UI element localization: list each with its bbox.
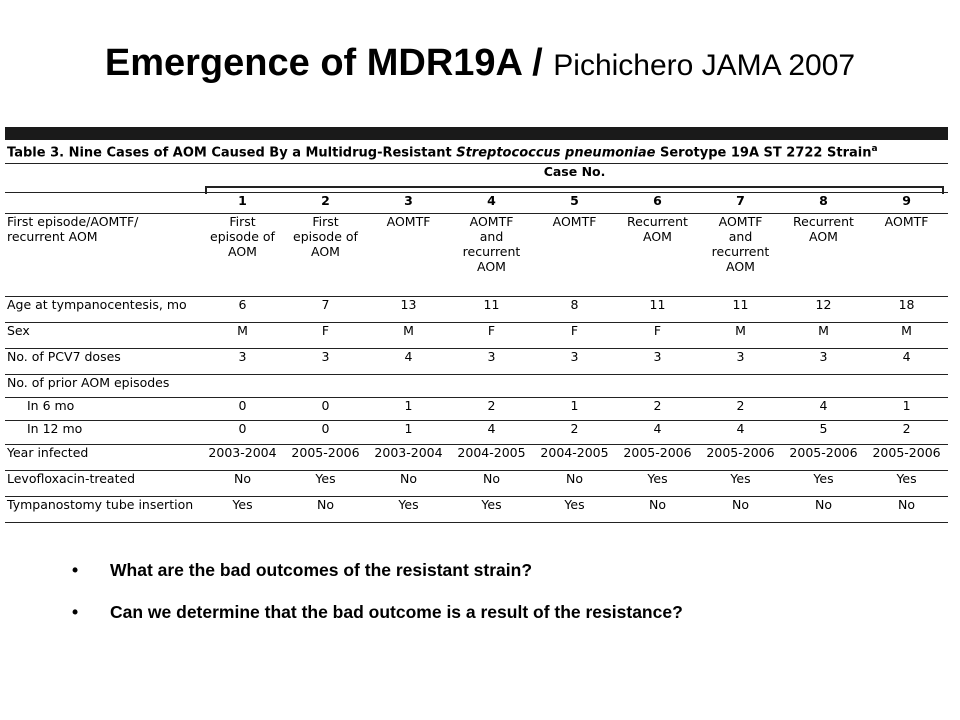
table-cell: No (201, 471, 284, 497)
cell-line: and (479, 229, 504, 245)
case-number: 1 (201, 193, 284, 214)
table-cell: 2005-2006 (865, 445, 948, 471)
row-label: Year infected (5, 445, 201, 471)
empty-cell (450, 375, 533, 398)
case-number: 6 (616, 193, 699, 214)
table-cell: F (450, 323, 533, 349)
row-label-line: recurrent AOM (7, 229, 98, 245)
table-cell: Yes (201, 497, 284, 523)
cell-line: recurrent (462, 244, 521, 260)
table-cell: 2003-2004 (201, 445, 284, 471)
question-text: What are the bad outcomes of the resistant strain? (110, 560, 533, 580)
caption-organism: Streptococcus pneumoniae (456, 145, 656, 161)
row-label: No. of prior AOM episodes (5, 375, 201, 398)
table-cell: 11 (616, 297, 699, 323)
table-row (5, 497, 948, 523)
table-cell (367, 214, 450, 297)
table-cell: 0 (201, 398, 284, 421)
table-cell: 2 (616, 398, 699, 421)
table-cell: 6 (201, 297, 284, 323)
empty-cell (865, 375, 948, 398)
table-cell: M (367, 323, 450, 349)
cell-line: Recurrent (627, 214, 688, 230)
table-figure (5, 127, 948, 523)
table-cell: 2005-2006 (699, 445, 782, 471)
table-cell: No (699, 497, 782, 523)
table-cell: No (450, 471, 533, 497)
table-cell (284, 214, 367, 297)
discussion-questions (72, 560, 872, 644)
table-cell: Yes (533, 497, 616, 523)
table-cell (782, 214, 865, 297)
table-cell: Yes (616, 471, 699, 497)
case-number: 8 (782, 193, 865, 214)
cell-line: AOM (477, 259, 506, 275)
table-cell: Yes (284, 471, 367, 497)
title-separator: / (521, 42, 554, 84)
table-cell (699, 214, 782, 297)
table-cell: No (533, 471, 616, 497)
table-row (5, 445, 948, 471)
row-label: In 12 mo (5, 421, 201, 445)
case-header-row (5, 164, 948, 186)
table-cell: 0 (284, 398, 367, 421)
table-cell: Yes (699, 471, 782, 497)
case-bracket-cell (201, 186, 948, 193)
case-number-row (5, 193, 948, 214)
table-cell: 2004-2005 (450, 445, 533, 471)
table-cell: 4 (450, 421, 533, 445)
table-cell: 3 (533, 349, 616, 375)
case-number: 9 (865, 193, 948, 214)
title-main: Emergence of MDR19A (104, 42, 522, 84)
table-cell: No (782, 497, 865, 523)
table-cell: 2 (865, 421, 948, 445)
case-bracket (205, 186, 944, 194)
table-cell: 2003-2004 (367, 445, 450, 471)
table-cell: Yes (367, 497, 450, 523)
table-cell: 2005-2006 (284, 445, 367, 471)
table-cell (616, 214, 699, 297)
table-cell: 3 (201, 349, 284, 375)
empty-cell (782, 375, 865, 398)
table-cell: 4 (367, 349, 450, 375)
table-cell: 8 (533, 297, 616, 323)
table-cell: 3 (782, 349, 865, 375)
case-number: 7 (699, 193, 782, 214)
question-item (72, 602, 872, 622)
question-item (72, 560, 872, 580)
table-cell: 4 (782, 398, 865, 421)
table-cell (865, 214, 948, 297)
case-number: 2 (284, 193, 367, 214)
table-cell: 12 (782, 297, 865, 323)
table-cell: 1 (865, 398, 948, 421)
table-cell: No (865, 497, 948, 523)
slide-title (60, 40, 900, 89)
cell-line: recurrent (711, 244, 770, 260)
row-label: No. of PCV7 doses (5, 349, 201, 375)
cell-line: AOM (726, 259, 755, 275)
cell-line: First (312, 214, 339, 230)
case-number: 5 (533, 193, 616, 214)
row-label: Age at tympanocentesis, mo (5, 297, 201, 323)
table-cell: 4 (865, 349, 948, 375)
table-cell: 4 (699, 421, 782, 445)
table-caption (5, 140, 948, 164)
caption-footnote-mark: a (871, 144, 878, 154)
question-text: Can we determine that the bad outcome is a result of the resistance? (110, 602, 683, 622)
bullet-icon: • (72, 602, 79, 622)
table-cell: 3 (450, 349, 533, 375)
table-cell (533, 214, 616, 297)
table-cell: M (699, 323, 782, 349)
empty-cell (201, 375, 284, 398)
table-cell (450, 214, 533, 297)
table-cell: 2 (533, 421, 616, 445)
row-first-episode (5, 214, 948, 297)
row-prior-6mo (5, 398, 948, 421)
empty-cell (533, 375, 616, 398)
table-cell: 4 (616, 421, 699, 445)
table-cell: M (865, 323, 948, 349)
table-cell: 2004-2005 (533, 445, 616, 471)
empty-number-cell (5, 193, 201, 214)
table-cell: 2005-2006 (616, 445, 699, 471)
table-cell: F (616, 323, 699, 349)
table-cell: 18 (865, 297, 948, 323)
table-cell (201, 214, 284, 297)
table-cell: Yes (865, 471, 948, 497)
table-cell: No (616, 497, 699, 523)
empty-header-cell (5, 164, 201, 186)
row-label: In 6 mo (5, 398, 201, 421)
cell-line: AOMTF (469, 214, 514, 230)
table-cell: 1 (367, 421, 450, 445)
case-header-label: Case No. (543, 164, 606, 180)
row-label: Sex (5, 323, 201, 349)
table-cell: 13 (367, 297, 450, 323)
cases-table (5, 164, 948, 523)
table-row (5, 349, 948, 375)
table-cell: M (201, 323, 284, 349)
table-row (5, 471, 948, 497)
table-cell: Yes (782, 471, 865, 497)
case-number: 4 (450, 193, 533, 214)
table-cell: Yes (450, 497, 533, 523)
cell-line: AOMTF (386, 214, 431, 230)
row-label-line: First episode/AOMTF/ (7, 214, 139, 230)
table-cell: 1 (533, 398, 616, 421)
cell-line: episode of (293, 229, 358, 245)
table-row (5, 323, 948, 349)
table-cell: 5 (782, 421, 865, 445)
row-prior-12mo (5, 421, 948, 445)
table-cell: 0 (201, 421, 284, 445)
table-cell: No (284, 497, 367, 523)
table-cell: 2005-2006 (782, 445, 865, 471)
table-cell: 2 (450, 398, 533, 421)
table-cell: 3 (616, 349, 699, 375)
cell-line: AOM (809, 229, 838, 245)
caption-suffix: Serotype 19A ST 2722 Strain (655, 145, 872, 161)
row-label: Levofloxacin-treated (5, 471, 201, 497)
cell-line: Recurrent (793, 214, 854, 230)
table-cell: No (367, 471, 450, 497)
cell-line: AOM (311, 244, 340, 260)
table-cell: 11 (699, 297, 782, 323)
table-cell: 0 (284, 421, 367, 445)
table-cell: 1 (367, 398, 450, 421)
cell-line: episode of (210, 229, 275, 245)
empty-cell (367, 375, 450, 398)
table-cell: M (782, 323, 865, 349)
table-cell: 3 (284, 349, 367, 375)
empty-cell (699, 375, 782, 398)
case-number: 3 (367, 193, 450, 214)
title-citation: Pichichero JAMA 2007 (553, 49, 856, 82)
empty-cell (284, 375, 367, 398)
table-cell: F (284, 323, 367, 349)
cell-line: AOMTF (884, 214, 929, 230)
table-cell: 3 (699, 349, 782, 375)
cell-line: AOM (643, 229, 672, 245)
cell-line: AOM (228, 244, 257, 260)
table-row (5, 297, 948, 323)
table-cell: 11 (450, 297, 533, 323)
empty-cell (616, 375, 699, 398)
cell-line: AOMTF (552, 214, 597, 230)
row-prior-episodes (5, 375, 948, 398)
cell-line: AOMTF (718, 214, 763, 230)
cell-line: First (229, 214, 256, 230)
row-label: Tympanostomy tube insertion (5, 497, 201, 523)
row-label (5, 214, 201, 297)
table-cell: F (533, 323, 616, 349)
bullet-icon: • (72, 560, 79, 580)
table-cell: 7 (284, 297, 367, 323)
table-top-rule (5, 127, 948, 140)
caption-prefix: Table 3. Nine Cases of AOM Caused By a Multidrug-Resistant (7, 145, 457, 161)
table-cell: 2 (699, 398, 782, 421)
cell-line: and (728, 229, 753, 245)
